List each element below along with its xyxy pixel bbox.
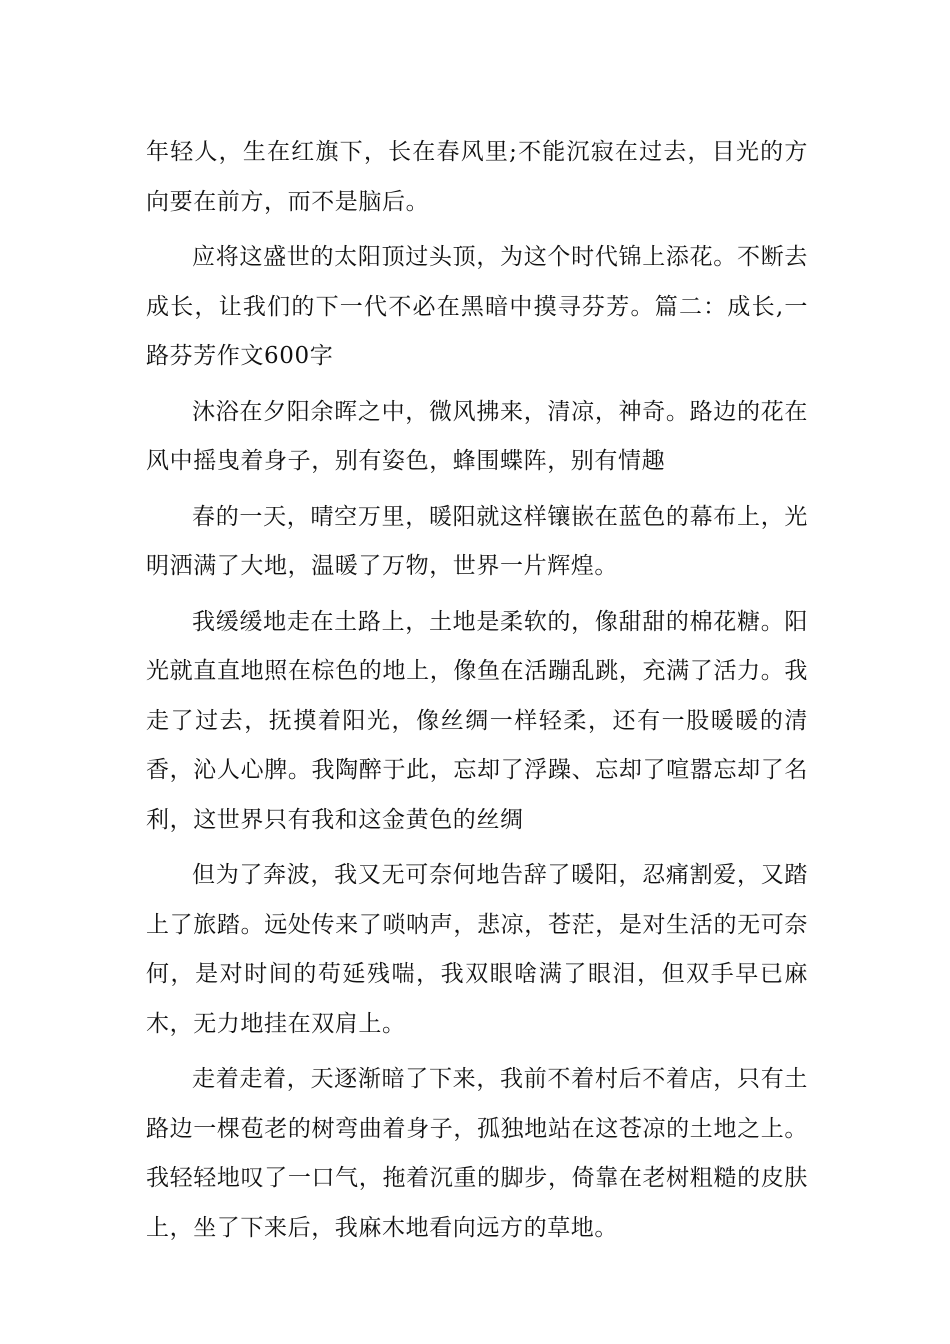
paragraph-5: 我缓缓地走在土路上，土地是柔软的，像甜甜的棉花糖。阳光就直直地照在棕色的地上，像鱼在活蹦乱跳，充满了活力。我走了过去，抚摸着阳光，像丝绸一样轻柔，还有一股暖暖的清香，沁人心脾。我陶醉于此，忘却了浮躁、忘却了喧嚣忘却了名利，这世界只有我和这金黄色的丝绸 (146, 608, 808, 833)
paragraph-7: 走着走着，天逐渐暗了下来，我前不着村后不着店，只有土路边一棵苞老的树弯曲着身子，孤独地站在这苍凉的土地之上。我轻轻地叹了一口气，拖着沉重的脚步，倚靠在老树粗糙的皮肤上，坐了下来后，我麻木地看向远方的草地。 (146, 1066, 808, 1241)
paragraph-6: 但为了奔波，我又无可奈何地告辞了暖阳，忍痛割爱，又踏上了旅踏。远处传来了唢呐声，悲凉，苍茫，是对生活的无可奈何，是对时间的苟延残喘，我双眼啥满了眼泪，但双手早已麻木，无力地挂在双肩上。 (146, 862, 808, 1037)
paragraph-2: 应将这盛世的太阳顶过头顶，为这个时代锦上添花。不断去成长，让我们的下一代不必在黑暗中摸寻芬芳。篇二：成长,一路芬芳作文600字 (146, 244, 808, 369)
document-body (146, 128, 808, 1259)
paragraph-3: 沐浴在夕阳余晖之中，微风拂来，清凉，神奇。路边的花在风中摇曳着身子，别有姿色，蜂围蝶阵，别有情趣 (146, 398, 808, 474)
paragraph-1: 年轻人，生在红旗下，长在春风里;不能沉寂在过去，目光的方向要在前方，而不是脑后。 (146, 139, 808, 215)
paragraph-4: 春的一天，晴空万里，暖阳就这样镶嵌在蓝色的幕布上，光明洒满了大地，温暖了万物，世界一片辉煌。 (146, 503, 808, 579)
